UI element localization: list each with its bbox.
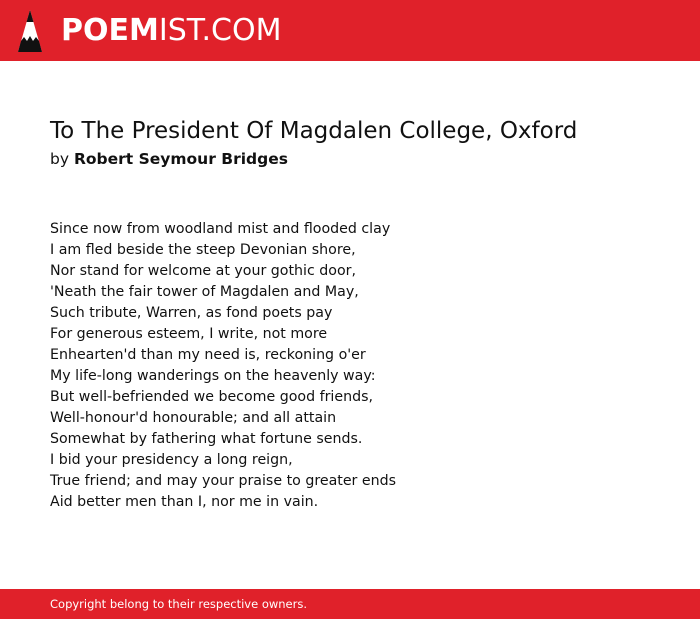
poem-line: Aid better men than I, nor me in vain. xyxy=(50,494,319,510)
poem-line: Such tribute, Warren, as fond poets pay xyxy=(50,305,333,321)
poem-line: True friend; and may your praise to greater ends xyxy=(50,473,397,489)
logo-text-light: IST.COM xyxy=(158,13,282,48)
poem-line: Somewhat by fathering what fortune sends. xyxy=(50,431,363,447)
site-logo[interactable] xyxy=(61,11,281,51)
byline xyxy=(50,148,288,170)
copyright-text: Copyright belong to their respective owners. xyxy=(50,597,308,611)
poem-line: But well-befriended we become good friends, xyxy=(50,389,374,405)
poem-body xyxy=(50,219,396,513)
author-name: Robert Seymour Bridges xyxy=(73,150,288,168)
poem-line: I am fled beside the steep Devonian shore, xyxy=(50,242,356,258)
poem-title: To The President Of Magdalen College, Oxford xyxy=(50,118,578,144)
poem-line: Enhearten'd than my need is, reckoning o'er xyxy=(50,347,366,363)
poem-line: My life-long wanderings on the heavenly way: xyxy=(50,368,376,384)
site-header xyxy=(0,0,700,61)
by-label: by xyxy=(50,150,70,168)
poem-line: For generous esteem, I write, not more xyxy=(50,326,328,342)
pencil-icon xyxy=(17,9,43,53)
poem-line: Well-honour'd honourable; and all attain xyxy=(50,410,337,426)
poem-line: I bid your presidency a long reign, xyxy=(50,452,293,468)
logo-text-bold: POEM xyxy=(61,13,159,48)
poem-line: 'Neath the fair tower of Magdalen and May, xyxy=(50,284,359,300)
poem-line: Since now from woodland mist and flooded clay xyxy=(50,221,391,237)
poem-line: Nor stand for welcome at your gothic door, xyxy=(50,263,357,279)
site-footer xyxy=(0,589,700,619)
